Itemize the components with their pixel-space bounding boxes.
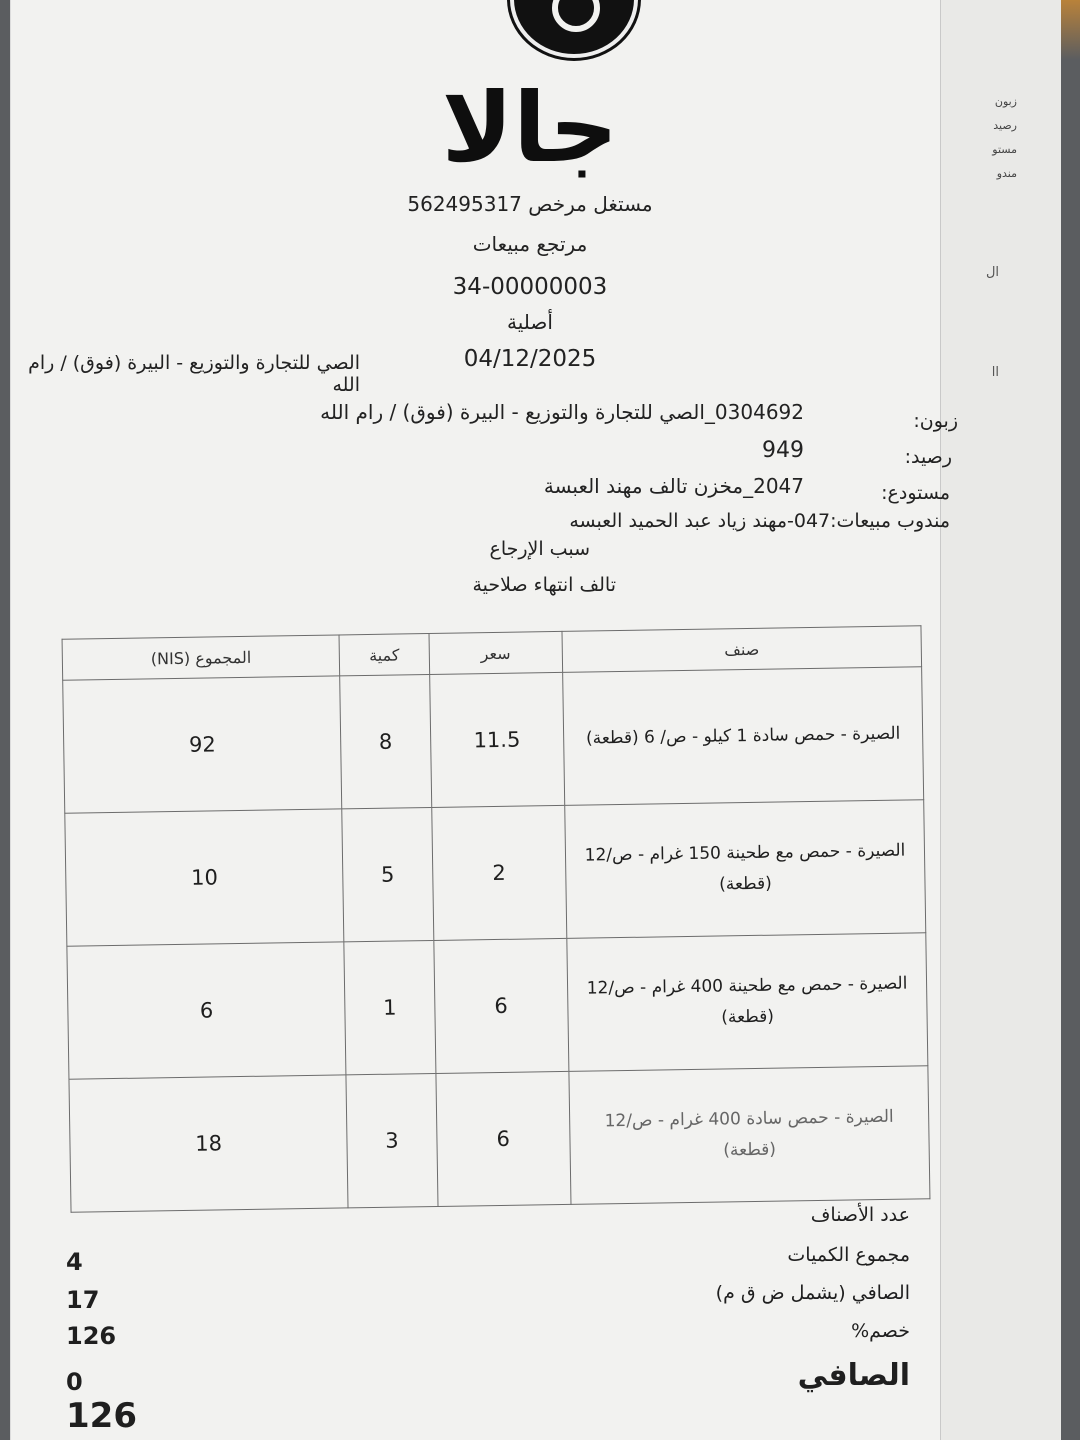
side-mark-1: ال [985,265,999,280]
qty-total-value: 17 [66,1286,100,1314]
business-license: مستغل مرخص 562495317 [407,192,653,216]
item-description: الصيرة - حمص سادة 1 كيلو - ص/ 6 (قطعة) [563,667,924,806]
warehouse-label: مستودع: [881,482,950,504]
items-count-label: عدد الأصناف [810,1204,910,1226]
item-total: 6 [67,942,346,1079]
item-qty: 8 [340,675,431,809]
items-table [62,625,931,1212]
brand-logo-text: جالا [441,72,619,184]
net-total-value: 126 [66,1396,137,1436]
item-total: 10 [65,809,344,946]
customer-value: 0304692_الصي للتجارة والتوزيع - البيرة (فوق) / رام الله [320,400,804,424]
table-row [69,1066,930,1212]
header-total: المجموع (NIS) [62,635,340,680]
item-description: الصيرة - حمص مع طحينة 400 غرام - ص/12 (قطعة) [567,933,928,1072]
return-reason-label: سبب الإرجاع [489,538,590,560]
item-description: الصيرة - حمص سادة 400 غرام - ص/12 (قطعة) [569,1066,930,1205]
item-description: الصيرة - حمص مع طحينة 150 غرام - ص/12 (قطعة) [565,800,926,939]
customer-address: الصي للتجارة والتوزيع - البيرة (فوق) / رام الله [28,352,360,396]
next-receipt-strip [940,0,1061,1440]
table-row [63,667,924,813]
item-total: 92 [63,676,342,813]
customer-label: زبون: [913,410,958,432]
document-type: مرتجع مبيعات [472,232,588,256]
discount-value: 0 [66,1368,83,1396]
return-reason-value: تالف انتهاء صلاحية [472,574,616,596]
document-date: 04/12/2025 [463,346,597,372]
item-qty: 5 [342,808,433,942]
item-price: 2 [431,805,567,940]
item-price: 11.5 [429,672,565,807]
item-total: 18 [69,1075,348,1212]
balance-label: رصيد: [904,446,952,468]
items-count-value: 4 [66,1248,83,1276]
table-row [65,800,926,946]
discount-label: خصم% [851,1320,910,1342]
net-total-label: الصافي [797,1358,910,1393]
net-incl-tax-label: الصافي (يشمل ض ق م) [715,1282,910,1304]
item-price: 6 [433,938,569,1073]
header-qty: كمية [339,634,429,676]
balance-value: 949 [762,438,804,463]
item-qty: 1 [344,940,435,1074]
qty-total-label: مجموع الكميات [787,1244,910,1266]
header-item: صنف [562,626,922,673]
document-status: أصلية [507,310,553,334]
table-row [67,933,928,1079]
document-number: 34-00000003 [452,274,608,300]
side-labels: زبون رصيد مستو مندو [992,95,1017,180]
item-qty: 3 [346,1073,437,1207]
warehouse-value: 2047_مخزن تالف مهند العبسة [543,474,804,498]
salesman-line: مندوب مبيعات:047-مهند زياد عبد الحميد العبسه [569,510,950,532]
item-price: 6 [435,1071,571,1206]
side-mark-2: اا [991,365,999,380]
net-incl-tax-value: 126 [66,1322,117,1350]
header-price: سعر [429,631,563,674]
